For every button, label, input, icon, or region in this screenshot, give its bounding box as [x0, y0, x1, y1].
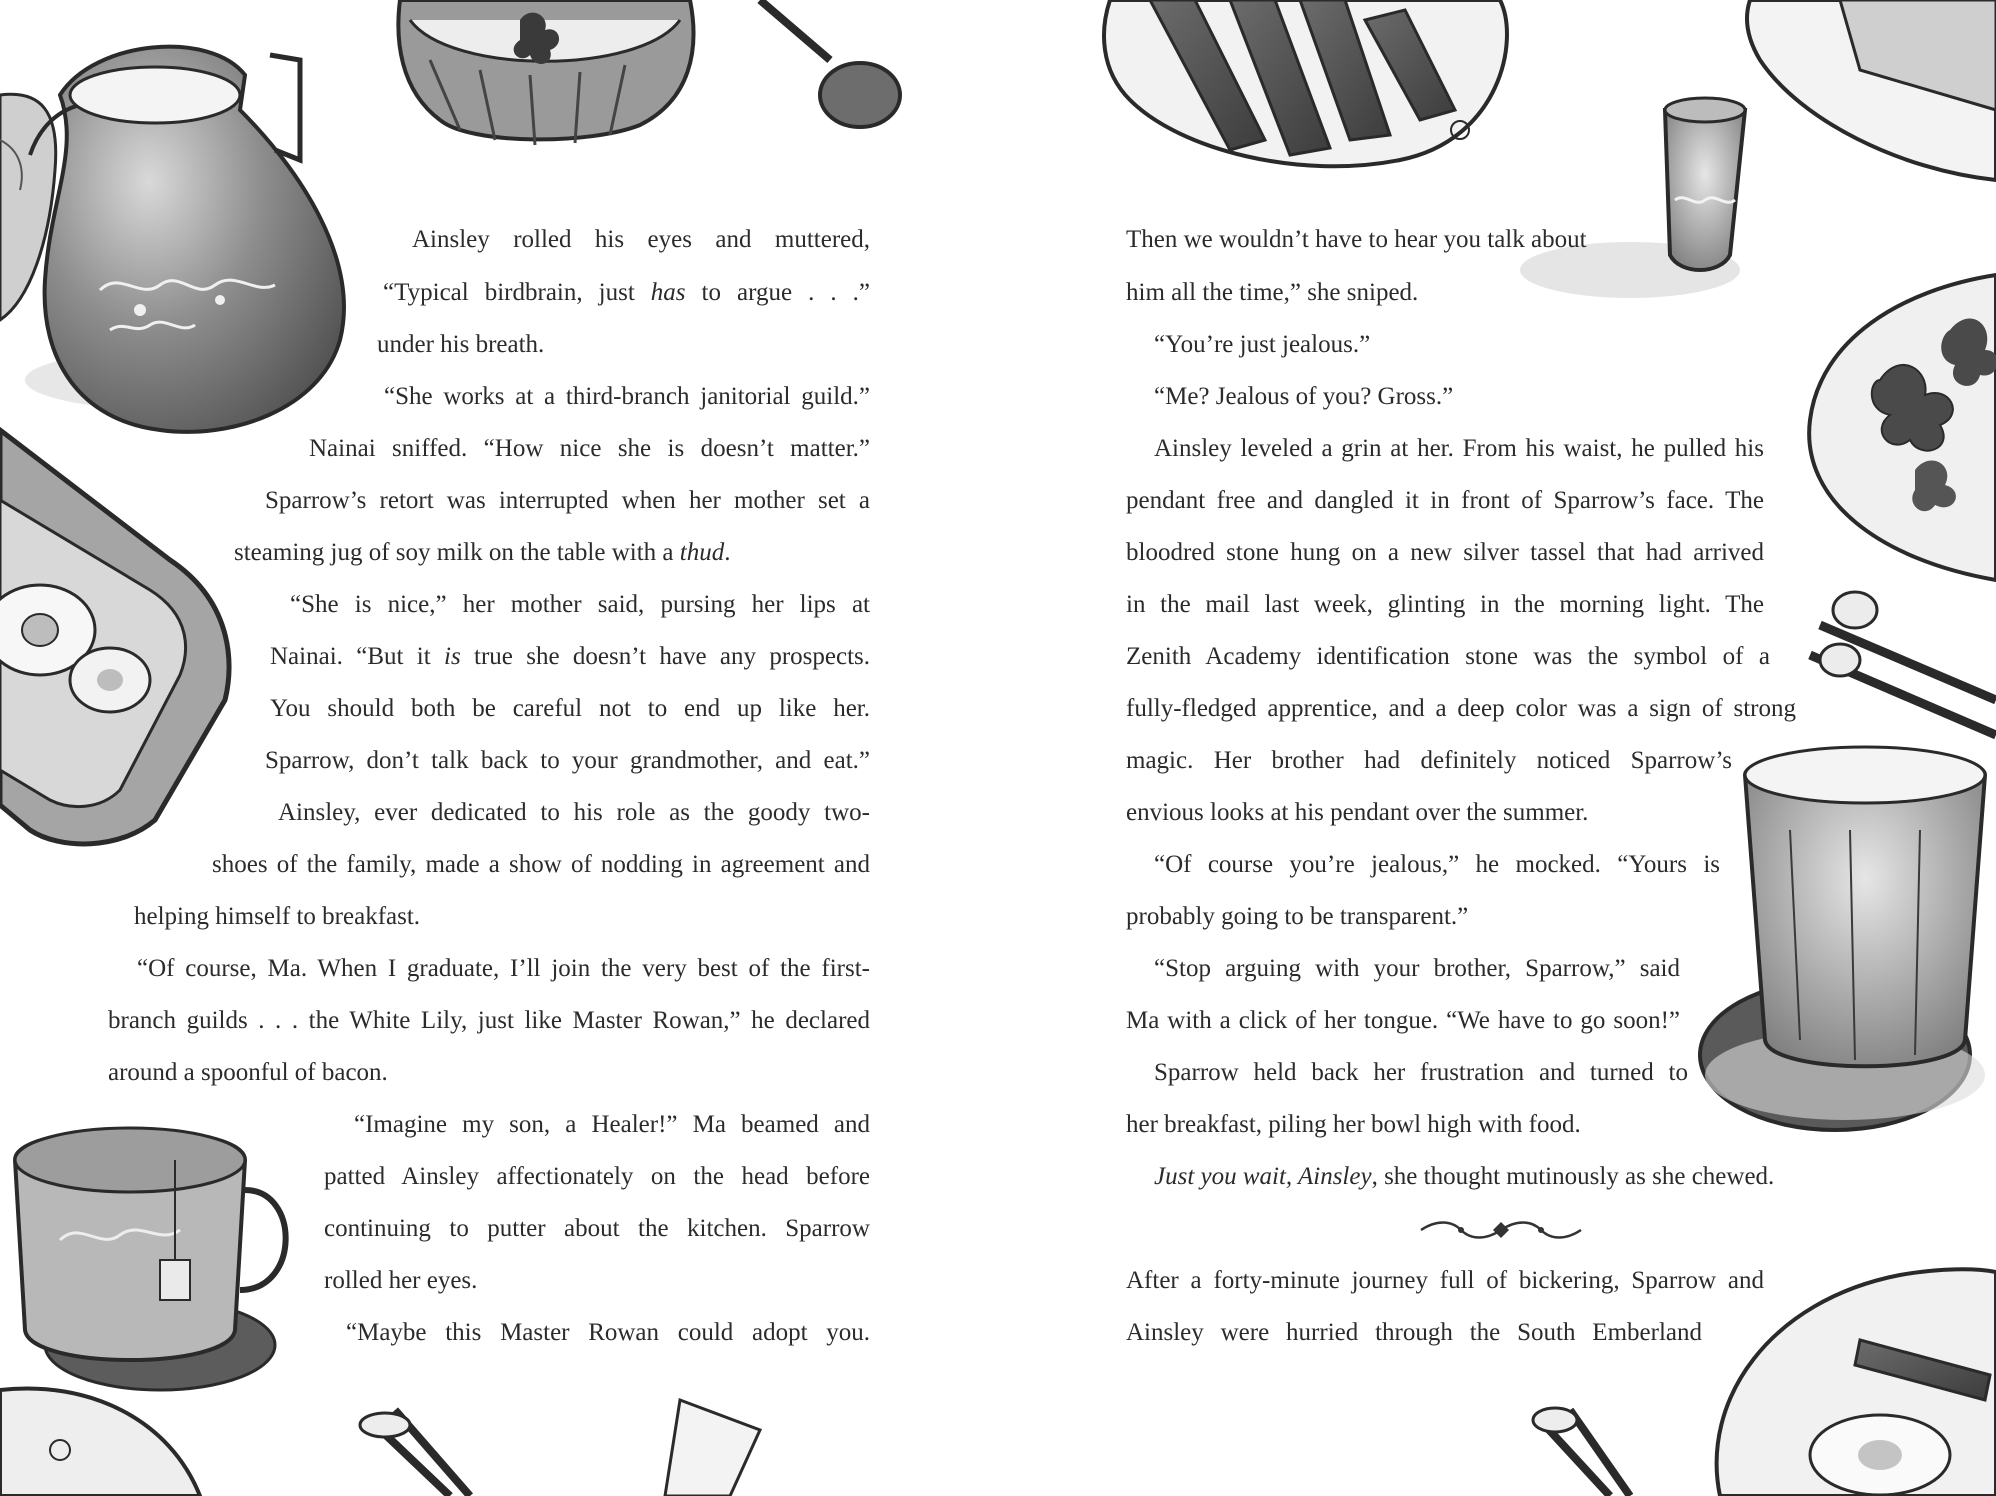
right-line-11: magic. Her brother had definitely noticed Sparrow’s [1126, 747, 1732, 774]
left-line-7: steaming jug of soy milk on the table with a thud. [234, 539, 731, 566]
left-line-20: continuing to putter about the kitchen. Sparrow [324, 1215, 870, 1242]
spoon-illustration [760, 0, 900, 127]
water-glass-illustration [1700, 747, 1985, 1130]
baking-tray-illustration [0, 430, 229, 844]
left-line-2: “Typical birdbrain, just has to argue . . .” [383, 279, 871, 306]
tea-cup-illustration [1520, 98, 1745, 298]
napkin-illustration [665, 1400, 760, 1496]
chopsticks-bottom-illustration [360, 1410, 470, 1496]
herb-plate-illustration [1809, 275, 1996, 580]
left-line-19: patted Ainsley affectionately on the head before [324, 1163, 870, 1190]
right-line-13: “Of course you’re jealous,” he mocked. “Yours is [1154, 851, 1720, 878]
left-line-18: “Imagine my son, a Healer!” Ma beamed and [354, 1111, 870, 1138]
left-line-12: Ainsley, ever dedicated to his role as the goody two- [278, 799, 870, 826]
right-line-20: After a forty-minute journey full of bickering, Sparrow and [1126, 1267, 1764, 1294]
left-line-10: You should both be careful not to end up like her. [270, 695, 870, 722]
mug-illustration [15, 1128, 286, 1390]
right-line-4: “Me? Jealous of you? Gross.” [1154, 383, 1454, 410]
left-line-5: Nainai sniffed. “How nice she is doesn’t matter.” [309, 435, 870, 462]
right-line-5: Ainsley leveled a grin at her. From his waist, he pulled his [1154, 435, 1764, 462]
right-line-2: him all the time,” she sniped. [1126, 279, 1419, 306]
right-line-6: pendant free and dangled it in front of Sparrow’s face. The [1126, 487, 1764, 514]
right-line-17: Sparrow held back her frustration and turned to [1154, 1059, 1688, 1086]
bacon-plate-illustration [1104, 0, 1507, 166]
right-line-9: Zenith Academy identification stone was the symbol of a [1126, 643, 1770, 670]
left-line-9: Nainai. “But it is true she doesn’t have any prospects. [270, 643, 871, 670]
left-line-21: rolled her eyes. [324, 1267, 478, 1294]
left-line-22: “Maybe this Master Rowan could adopt you. [346, 1319, 870, 1346]
left-line-1: Ainsley rolled his eyes and muttered, [412, 226, 870, 253]
left-line-14: helping himself to breakfast. [134, 903, 421, 930]
left-line-16: branch guilds . . . the White Lily, just like Master Rowan,” he declared [108, 1007, 870, 1034]
dish-illustration [0, 1388, 200, 1496]
left-line-8: “She is nice,” her mother said, pursing her lips at [290, 591, 870, 618]
left-line-17: around a spoonful of bacon. [108, 1059, 388, 1086]
chopsticks-right-bottom-illustration [1533, 1408, 1630, 1496]
left-line-3: under his breath. [377, 331, 545, 358]
chopsticks-illustration [1810, 592, 1996, 735]
right-line-19: Just you wait, Ainsley, she thought mutinously as she chewed. [1154, 1163, 1775, 1190]
left-line-4: “She works at a third-branch janitorial guild.” [384, 383, 870, 410]
right-line-18: her breakfast, piling her bowl high with food. [1126, 1111, 1581, 1138]
ornamental-divider-icon [1416, 1218, 1586, 1242]
left-line-11: Sparrow, don’t talk back to your grandmother, and eat.” [265, 747, 870, 774]
rice-bowl-illustration [398, 0, 693, 145]
bacon-egg-plate-illustration [1717, 1269, 1996, 1496]
cake-plate-illustration [1747, 0, 1996, 180]
milk-jug-illustration [25, 47, 344, 432]
right-line-14: probably going to be transparent.” [1126, 903, 1469, 930]
right-line-10: fully-fledged apprentice, and a deep color was a sign of strong [1126, 695, 1796, 722]
right-line-3: “You’re just jealous.” [1154, 331, 1371, 358]
right-line-1: Then we wouldn’t have to hear you talk about [1126, 226, 1587, 253]
right-line-7: bloodred stone hung on a new silver tassel that had arrived [1126, 539, 1764, 566]
right-line-15: “Stop arguing with your brother, Sparrow,” said [1154, 955, 1680, 982]
left-line-6: Sparrow’s retort was interrupted when her mother set a [265, 487, 870, 514]
right-line-16: Ma with a click of her tongue. “We have to go soon!” [1126, 1007, 1680, 1034]
right-line-12: envious looks at his pendant over the summer. [1126, 799, 1589, 826]
left-line-15: “Of course, Ma. When I graduate, I’ll join the very best of the first- [137, 955, 870, 982]
right-line-21: Ainsley were hurried through the South Emberland [1126, 1319, 1702, 1346]
right-line-8: in the mail last week, glinting in the morning light. The [1126, 591, 1764, 618]
left-line-13: shoes of the family, made a show of nodding in agreement and [212, 851, 870, 878]
